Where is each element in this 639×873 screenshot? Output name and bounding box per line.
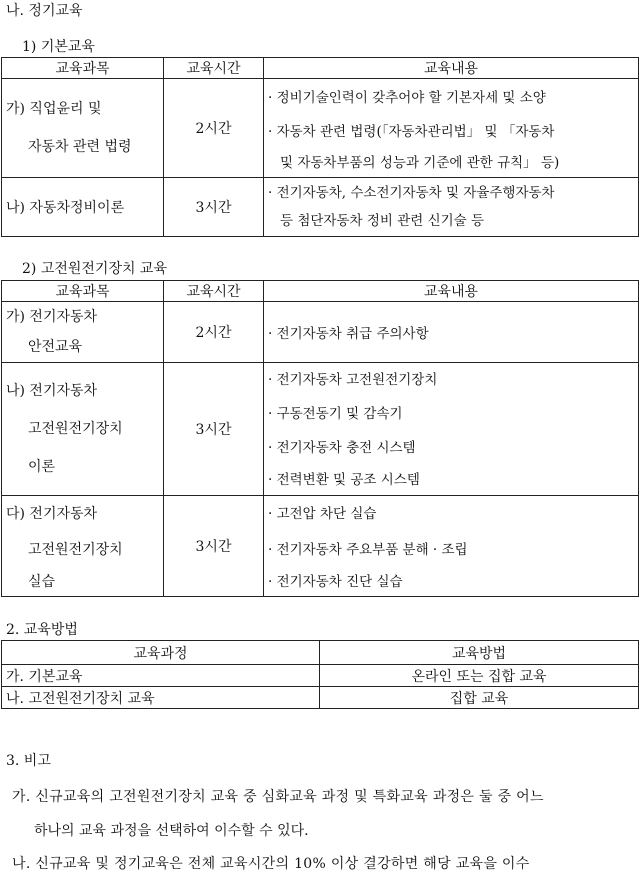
table-header-row (2, 58, 639, 79)
content-line: · 전기자동차 취급 주의사항 (268, 326, 429, 342)
content-cell (264, 79, 639, 178)
subject-cell (2, 79, 164, 178)
subject-line: 자동차 관련 법령 (28, 139, 132, 155)
subject-line: 이론 (28, 459, 56, 475)
section-heading-regular-education: 나. 정기교육 (6, 3, 83, 19)
content-line: · 전기자동차, 수소전기자동차 및 자율주행자동차 (268, 185, 555, 201)
subject-line: 고전원전기장치 (28, 542, 123, 558)
subject-line: 나) 전기자동차 (6, 383, 98, 399)
subject-line: 나) 자동차정비이론 (6, 200, 125, 216)
table-row (2, 302, 639, 363)
table-row (2, 178, 639, 237)
table-row (2, 496, 639, 597)
method-cell: 집합 교육 (320, 687, 639, 709)
hours-cell: 3시간 (164, 363, 264, 496)
method-cell: 온라인 또는 집합 교육 (320, 665, 639, 687)
table-row (2, 687, 639, 709)
basic-education-table (1, 57, 639, 237)
remark-item-line: 가. 신규교육의 고전원전기장치 교육 중 심화교육 과정 및 특화교육 과정은 둘 중 어느 (12, 789, 544, 805)
subject-line: 실습 (28, 574, 56, 590)
table-row (2, 363, 639, 496)
hours-cell: 2시간 (164, 302, 264, 363)
education-method-title: 2. 교육방법 (6, 622, 78, 638)
header-hours: 교육시간 (164, 281, 264, 302)
hours-cell: 3시간 (164, 496, 264, 597)
basic-education-title: 1) 기본교육 (22, 39, 95, 55)
content-line: · 전력변환 및 공조 시스템 (268, 472, 420, 488)
table-row (2, 79, 639, 178)
header-subject: 교육과목 (2, 281, 164, 302)
header-content: 교육내용 (264, 58, 639, 79)
course-cell: 가. 기본교육 (2, 665, 320, 687)
content-cell (264, 363, 639, 496)
header-course: 교육과정 (2, 641, 320, 665)
header-content: 교육내용 (264, 281, 639, 302)
content-line: · 전기자동차 충전 시스템 (268, 440, 416, 456)
header-method: 교육방법 (320, 641, 639, 665)
content-line: · 전기자동차 진단 실습 (268, 574, 403, 590)
education-method-table (1, 640, 639, 709)
subject-cell (2, 178, 164, 237)
content-line: · 고전압 차단 실습 (268, 506, 377, 522)
subject-cell (2, 302, 164, 363)
content-cell (264, 496, 639, 597)
hours-cell: 2시간 (164, 79, 264, 178)
high-voltage-education-table (1, 280, 639, 597)
high-voltage-education-title: 2) 고전원전기장치 교육 (22, 261, 167, 277)
subject-line: 가) 직업윤리 및 (6, 101, 102, 117)
content-line: · 구동전동기 및 감속기 (268, 406, 403, 422)
subject-line: 고전원전기장치 (28, 421, 123, 437)
content-line: · 전기자동차 주요부품 분해 · 조립 (268, 542, 468, 558)
table-header-row (2, 641, 639, 665)
table-row (2, 665, 639, 687)
content-line: 및 자동차부품의 성능과 기준에 관한 규칙」 등) (280, 155, 560, 171)
remark-item-line: 나. 신규교육 및 정기교육은 전체 교육시간의 10% 이상 결강하면 해당 교육을 이수 (12, 856, 530, 872)
subject-line: 다) 전기자동차 (6, 506, 98, 522)
subject-cell (2, 363, 164, 496)
remark-item-line: 하나의 교육 과정을 선택하여 이수할 수 있다. (34, 823, 309, 839)
table-header-row (2, 281, 639, 302)
content-line: 등 첨단자동차 정비 관련 신기술 등 (280, 213, 485, 229)
content-line: · 전기자동차 고전원전기장치 (268, 372, 438, 388)
subject-line: 가) 전기자동차 (6, 309, 98, 325)
content-line: · 정비기술인력이 갖추어야 할 기본자세 및 소양 (268, 90, 546, 106)
header-hours: 교육시간 (164, 58, 264, 79)
content-cell (264, 302, 639, 363)
content-cell (264, 178, 639, 237)
hours-cell: 3시간 (164, 178, 264, 237)
remarks-title: 3. 비고 (6, 753, 51, 769)
content-line: · 자동차 관련 법령(「자동차관리법」 및 「자동차 (268, 124, 555, 140)
subject-cell (2, 496, 164, 597)
header-subject: 교육과목 (2, 58, 164, 79)
subject-line: 안전교육 (28, 339, 83, 355)
course-cell: 나. 고전원전기장치 교육 (2, 687, 320, 709)
